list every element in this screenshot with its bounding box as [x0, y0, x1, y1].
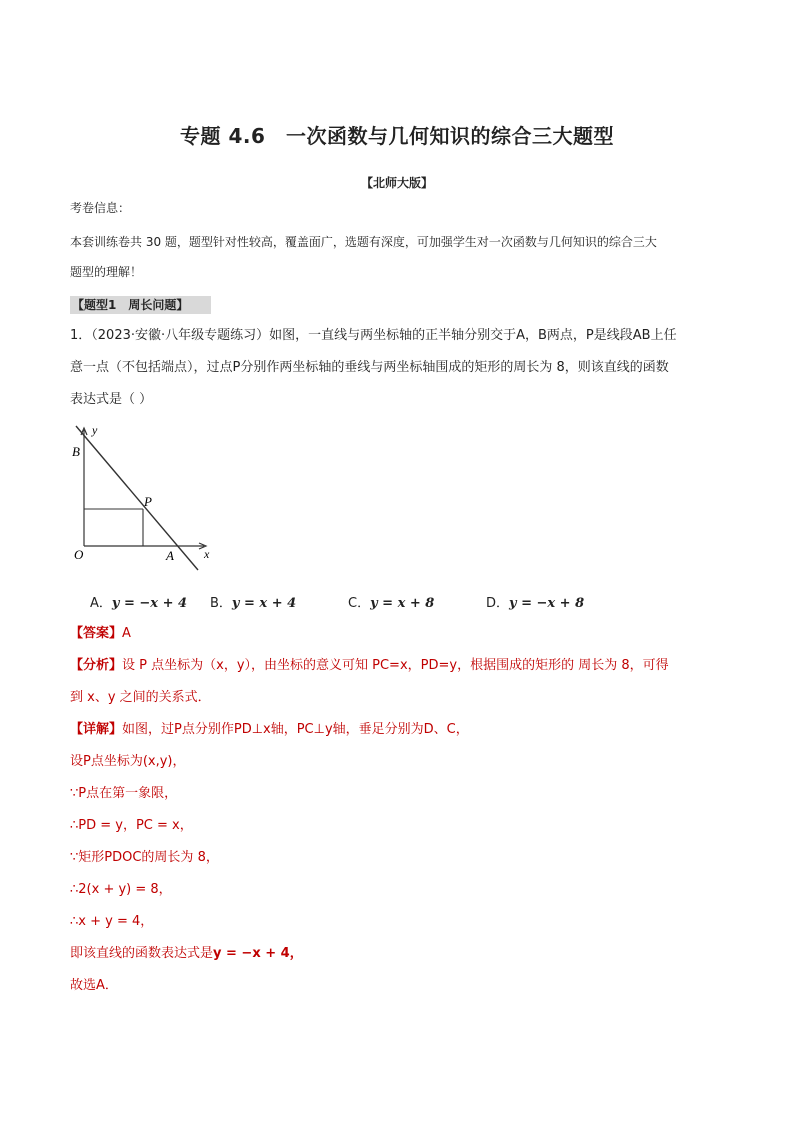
detail-step-1: 设P点坐标为(x,y)， [70, 754, 186, 769]
info-label: 考卷信息： [70, 201, 131, 215]
detail-step-8: 故选A． [70, 978, 118, 993]
detail-step-7-expr: y = −x + 4， [213, 946, 303, 961]
option-c [348, 592, 434, 611]
detail-step-7 [70, 944, 303, 964]
option-b [210, 592, 296, 611]
detail-step-5: ∴2(x + y) = 8， [70, 882, 172, 897]
label-b: B [72, 444, 80, 459]
option-a-label: A． [90, 596, 112, 611]
option-b-expr: y = x + 4 [231, 596, 297, 611]
label-x: x [204, 547, 210, 561]
option-c-label: C． [348, 596, 371, 611]
detail-text-1: 如图，过P点分别作PD⊥x轴，PC⊥y轴，垂足分别为D、C， [122, 722, 469, 737]
option-b-label: B． [210, 596, 232, 611]
section-heading: 【题型1 周长问题】 [70, 296, 211, 314]
detail-step-2: ∵P点在第一象限， [70, 786, 178, 801]
analysis-text-1: 设 P 点坐标为（x，y），由坐标的意义可知 PC=x，PD=y，根据围成的矩形的 周长为 8，可得 [122, 658, 669, 673]
detail-step-6: ∴x + y = 4， [70, 914, 154, 929]
detail-step-4: ∵矩形PDOC的周长为 8， [70, 850, 219, 865]
analysis-line-1 [70, 656, 669, 676]
option-d-expr: y = −x + 8 [509, 596, 585, 611]
option-a [90, 592, 187, 611]
option-d [486, 592, 584, 611]
coordinate-figure [64, 420, 224, 580]
question-line-2: 意一点（不包括端点），过点P分别作两坐标轴的垂线与两坐标轴围成的矩形的周长为 8，则该直线的函数 [70, 360, 669, 375]
detail-step-7-prefix: 即该直线的函数表达式是 [70, 946, 214, 961]
label-a: A [166, 548, 174, 563]
info-line-1: 本套训练卷共 30 题，题型针对性较高，覆盖面广，选题有深度，可加强学生对一次函数与几何知识的综合三大 [70, 235, 657, 249]
option-c-expr: y = x + 8 [370, 596, 435, 611]
option-a-expr: y = −x + 4 [111, 596, 188, 611]
answer-label: 【答案】 [70, 626, 123, 641]
option-d-label: D． [486, 596, 510, 611]
analysis-line-2: 到 x、y 之间的关系式． [70, 690, 211, 705]
detail-label: 【详解】 [70, 722, 123, 737]
line-ab [76, 426, 198, 570]
info-line-2: 题型的理解！ [70, 265, 143, 279]
question-line-3: 表达式是（ ） [70, 392, 153, 407]
answer-line [70, 624, 131, 644]
detail-line-1 [70, 720, 469, 740]
question-line-1: 1．（2023·安徽·八年级专题练习）如图，一直线与两坐标轴的正半轴分别交于A，B两点，P是线段AB上任 [70, 328, 677, 343]
label-p: P [144, 494, 152, 509]
detail-step-3: ∴PD = y，PC = x， [70, 818, 193, 833]
edition-label: 【北师大版】 [360, 176, 433, 190]
label-y: y [92, 423, 98, 437]
page-title: 专题 4.6 一次函数与几何知识的综合三大题型 [180, 124, 614, 148]
answer-value: A [122, 626, 131, 641]
label-o: O [74, 547, 84, 562]
analysis-label: 【分析】 [70, 658, 123, 673]
